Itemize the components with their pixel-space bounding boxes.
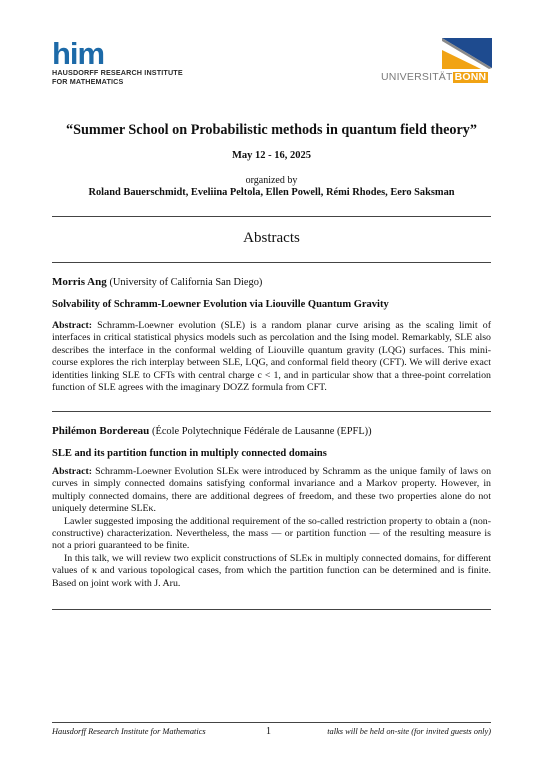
talk-2-speaker-name: Philémon Bordereau: [52, 425, 150, 437]
footer-note: talks will be held on-site (for invited guests only): [327, 727, 491, 736]
talk-2-abstract-text-1: Schramm-Loewner Evolution SLEκ were introduced by Schramm as the unique family of laws on curves in simply connected domains satisfying conformal invariance and a Markov property. However, in multiply connected domains, there are additional degrees of freedom, and these two properties alone do not uniquely determine SLEκ.: [52, 466, 492, 515]
him-logo: [52, 36, 183, 86]
talk-2-abstract-paragraph-2: Lawler suggested imposing the additional requirement of the so-called restriction property to obtain a (non-constructive) characterization. Nevertheless, the mass — or partition function — of the resulting measure is not a priori guaranteed to be finite.: [52, 515, 491, 552]
organized-by-label: organized by: [245, 175, 298, 186]
talk-1-abstract-paragraph: [52, 320, 491, 394]
abstracts-heading: Abstracts: [243, 230, 300, 246]
talk-1-abstract-text: Schramm-Loewner evolution (SLE) is a random planar curve arising as the scaling limit of interfaces in critical statistical physics models such as percolation and the Ising model. Remarkably, SLE also describes the interface in the conformal welding of Liouville quantum gravity (LQG) surfaces. This mini-course explores the rich interplay between SLE, LQG, and conformal field theory (CFT). We will derive exact identities linking SLE to CFTs with central charge c < 1, and in particular show that a three-point correlation function of SLE agrees with the imaginary DOZZ formula from CFT.: [52, 320, 491, 394]
him-logo-mark: him: [52, 36, 105, 71]
talk-1-title: Solvability of Schramm-Loewner Evolution via Liouville Quantum Gravity: [52, 299, 389, 310]
talk-1-abstract: [52, 320, 491, 394]
divider: [52, 216, 491, 217]
divider: [52, 609, 491, 610]
divider: [52, 262, 491, 263]
him-logo-line-2: FOR MATHEMATICS: [52, 77, 124, 86]
event-dates: May 12 - 16, 2025: [231, 150, 312, 161]
bonn-wordmark-bonn: BONN: [454, 71, 487, 83]
organizers-list: Roland Bauerschmidt, Eveliina Peltola, Ellen Powell, Rémi Rhodes, Eero Saksman: [88, 187, 455, 198]
talk-1-speaker-name: Morris Ang: [52, 276, 107, 288]
talk-2-abstract: [52, 466, 491, 590]
page-number: 1: [266, 726, 271, 737]
footer-divider: [52, 722, 491, 723]
event-title: “Summer School on Probabilistic methods in quantum field theory”: [66, 122, 477, 138]
footer-institute: Hausdorff Research Institute for Mathematics: [52, 727, 206, 736]
abstract-label: Abstract:: [52, 466, 93, 477]
talk-2-speaker-line: [52, 425, 372, 437]
talk-1-affiliation: (University of California San Diego): [109, 277, 263, 288]
talk-2-abstract-paragraph-1: [52, 466, 491, 516]
talk-2-affiliation: (École Polytechnique Fédérale de Lausanne (EPFL)): [152, 426, 372, 437]
bonn-wordmark-universitat: UNIVERSITÄT: [381, 71, 453, 83]
divider: [52, 411, 491, 412]
university-bonn-wordmark: [381, 72, 488, 83]
him-logo-line-1: HAUSDORFF RESEARCH INSTITUTE: [52, 68, 183, 77]
abstract-label: Abstract:: [52, 320, 93, 331]
talk-1-speaker-line: [52, 276, 262, 288]
talk-2-abstract-paragraph-3: In this talk, we will review two explicit constructions of SLEκ in multiply connected domains, for different values of κ and various topological cases, from which the partition function can be determined and is finite. Based on joint work with J. Aru.: [52, 552, 491, 589]
talk-2-title: SLE and its partition function in multiply connected domains: [52, 448, 327, 459]
